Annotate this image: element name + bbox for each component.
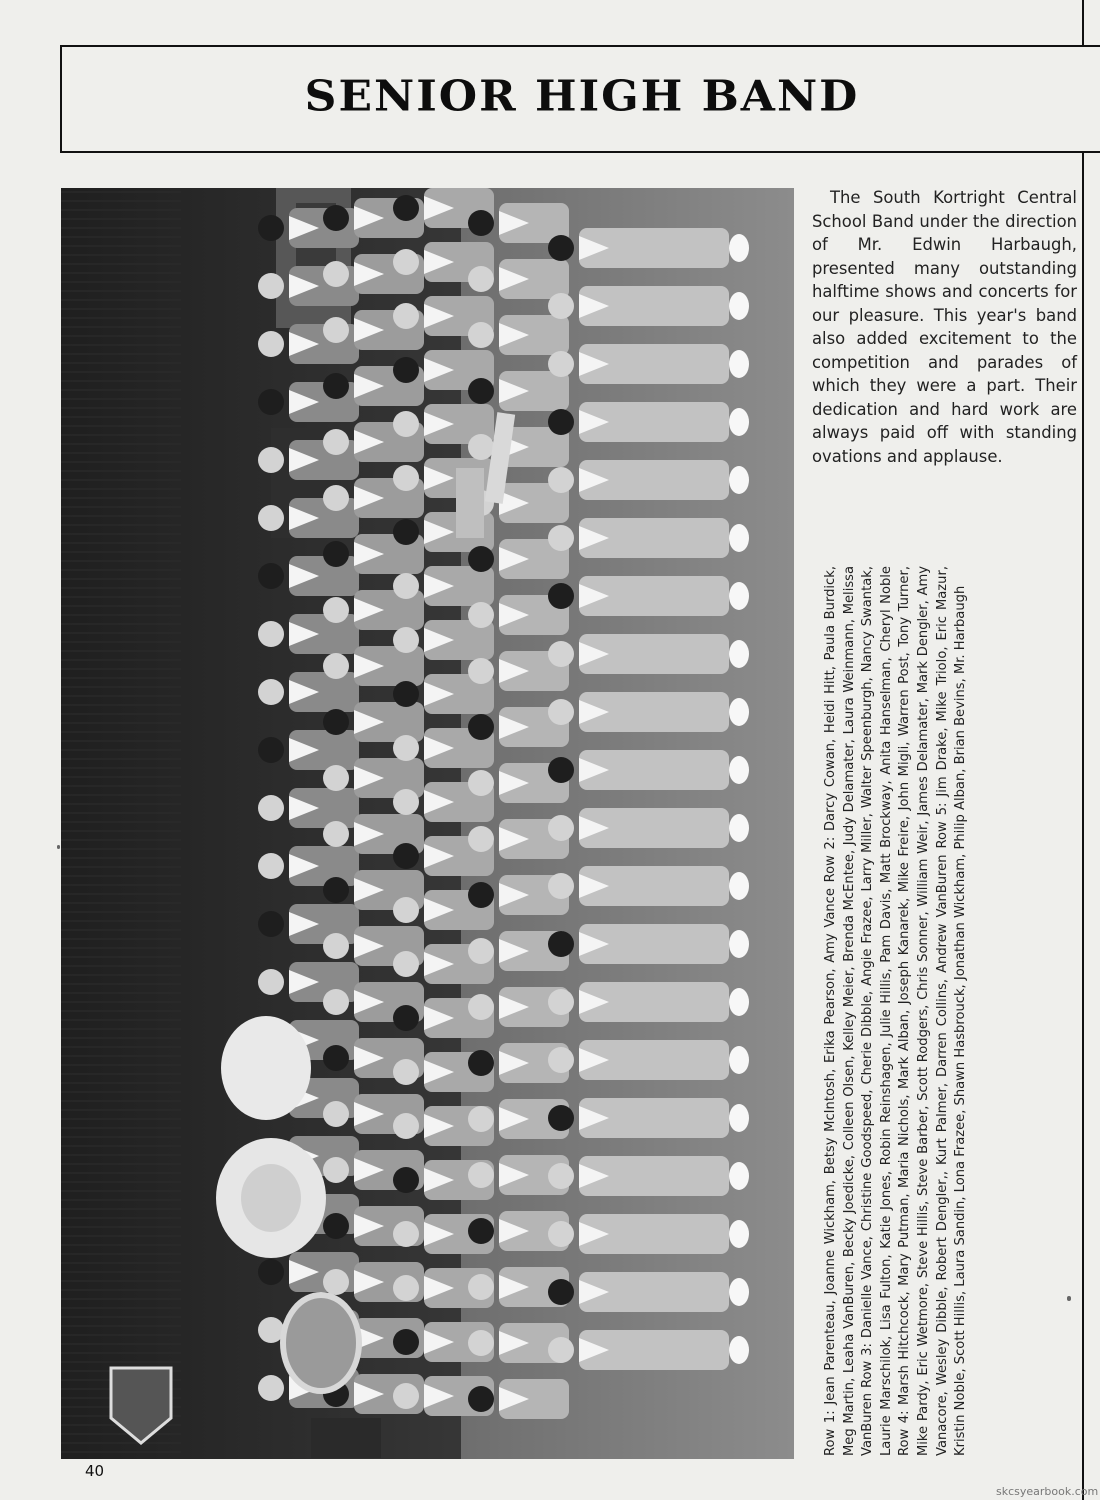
band-member-head bbox=[393, 789, 419, 815]
band-member-head bbox=[548, 1221, 574, 1247]
band-member-head bbox=[548, 1337, 574, 1363]
band-member-shoe bbox=[729, 1278, 749, 1306]
band-member-head bbox=[468, 266, 494, 292]
band-member-head bbox=[393, 1275, 419, 1301]
band-member-head bbox=[258, 679, 284, 705]
band-member-head bbox=[258, 1375, 284, 1401]
band-member-head bbox=[468, 938, 494, 964]
band-member-head bbox=[468, 210, 494, 236]
band-member-head bbox=[468, 1330, 494, 1356]
band-member-head bbox=[468, 658, 494, 684]
band-member-head bbox=[393, 357, 419, 383]
band-member-head bbox=[468, 1274, 494, 1300]
band-member-head bbox=[323, 261, 349, 287]
band-member-head bbox=[548, 293, 574, 319]
band-member-head bbox=[393, 627, 419, 653]
band-member-head bbox=[468, 602, 494, 628]
band-member-head bbox=[548, 931, 574, 957]
band-member-shoe bbox=[729, 1220, 749, 1248]
band-member-shoe bbox=[729, 988, 749, 1016]
band-member-head bbox=[393, 519, 419, 545]
band-member-head bbox=[468, 1218, 494, 1244]
band-member-head bbox=[323, 205, 349, 231]
caption-rotator bbox=[822, 566, 992, 1456]
band-member-head bbox=[468, 378, 494, 404]
band-member-head bbox=[258, 505, 284, 531]
page-title: SENIOR HIGH BAND bbox=[304, 72, 860, 121]
photo-caption: Row 1: Jean Parenteau, Joanne Wickham, Betsy McIntosh, Erika Pearson, Amy Vance Row 2: Darcy Cowan, Heidi Hitt, Paula Burdick, Meg Martin, Leaha VanBuren, Becky Joedicke, Colleen Olsen, Kelley Meier, Brenda McEntee, Judy Delamater, Laura Weinmann, Melissa VanBuren Row 3: Danielle Vance, Christine Goodspeed, Cherie Dibble, Angie Frazee, Larry Miller, Walter Speenburgh, Nancy Swantak, Laurie Marschilok, Lisa Fulton, Katie Jones, Robin Reinshagen, Julie Hillis, Pam Davis, Matt Brockway, Anita Hanselman, Cheryl Noble Row 4: Marsh Hitchcock, Mary Putman, Maria Nichols, Mark Alban, Joseph Kanarek, Mike Freire, John Migli, Warren Post, Tony Turner, Mike Pardy, Eric Wetmore, Steve Hillis, Steve Barber, Scott Rodgers, Chris Sonner, William Weir, James Delamater, Mark Dengler, Amy Vanacore, Wesley Dibble, Robert Dengler,, Kurt Palmer, Darren Collins, Andrew VanBuren Row 5: Jim Drake, Mike Triolo, Eric Mazur, Kristin Noble, Scott Hillis, Laura Sandin, Lona Frazee, Shawn Hasbrouck, Jonathan Wickham, Philip Alban, Brian Bevins, Mr. Harbaugh bbox=[823, 566, 969, 1456]
band-member-head bbox=[323, 989, 349, 1015]
band-member-head bbox=[468, 434, 494, 460]
band-member-shoe bbox=[729, 1162, 749, 1190]
band-group-photo bbox=[61, 188, 794, 1459]
page-top-rule bbox=[1082, 0, 1084, 45]
band-member-head bbox=[393, 411, 419, 437]
band-member-head bbox=[393, 1329, 419, 1355]
band-member-head bbox=[323, 485, 349, 511]
band-member-shoe bbox=[729, 1046, 749, 1074]
band-member-head bbox=[548, 873, 574, 899]
band-member-head bbox=[258, 447, 284, 473]
band-member-head bbox=[258, 273, 284, 299]
band-member-head bbox=[548, 1047, 574, 1073]
band-member-head bbox=[548, 409, 574, 435]
band-member-head bbox=[393, 1005, 419, 1031]
band-member-head bbox=[468, 826, 494, 852]
band-member-head bbox=[323, 541, 349, 567]
band-member-head bbox=[323, 597, 349, 623]
band-member-shoe bbox=[729, 930, 749, 958]
band-member-head bbox=[468, 1106, 494, 1132]
band-description: The South Kortright Central School Band under the direction of Mr. Edwin Harbaugh, presented many outstanding halftime shows and concerts for our pleasure. This year's band also added excitement to the competition and parades of which they were a part. Their dedication and hard work are always paid off with standing ovations and applause. bbox=[812, 188, 1077, 466]
band-member-head bbox=[323, 1213, 349, 1239]
band-member-head bbox=[323, 429, 349, 455]
band-member-head bbox=[323, 877, 349, 903]
band-member-head bbox=[468, 994, 494, 1020]
band-member-head bbox=[548, 525, 574, 551]
band-member-head bbox=[468, 770, 494, 796]
page-speck bbox=[1067, 1296, 1071, 1301]
band-member-head bbox=[393, 951, 419, 977]
band-member-head bbox=[393, 681, 419, 707]
band-member-head bbox=[393, 843, 419, 869]
band-member-head bbox=[393, 303, 419, 329]
band-member-head bbox=[323, 821, 349, 847]
band-member-head bbox=[548, 641, 574, 667]
band-member-head bbox=[258, 1317, 284, 1343]
band-member-head bbox=[258, 215, 284, 241]
band-member-head bbox=[323, 373, 349, 399]
band-member-head bbox=[323, 1157, 349, 1183]
band-member-shoe bbox=[729, 292, 749, 320]
band-member-head bbox=[548, 235, 574, 261]
band-member-head bbox=[393, 573, 419, 599]
band-member-shoe bbox=[729, 872, 749, 900]
band-member-head bbox=[548, 1163, 574, 1189]
page-number: 40 bbox=[85, 1462, 105, 1480]
band-member-head bbox=[468, 546, 494, 572]
band-member-head bbox=[548, 351, 574, 377]
band-member-head bbox=[323, 933, 349, 959]
band-member-shoe bbox=[729, 1104, 749, 1132]
band-member-shoe bbox=[729, 524, 749, 552]
band-member-head bbox=[548, 1279, 574, 1305]
page-right-rule bbox=[1082, 153, 1084, 1500]
band-member-head bbox=[393, 195, 419, 221]
band-member-head bbox=[548, 989, 574, 1015]
band-member-shoe bbox=[729, 1336, 749, 1364]
band-member-shoe bbox=[729, 234, 749, 262]
band-member-head bbox=[393, 465, 419, 491]
band-member-shoe bbox=[729, 582, 749, 610]
title-box bbox=[60, 45, 1100, 153]
band-member-head bbox=[468, 714, 494, 740]
band-member-head bbox=[468, 882, 494, 908]
band-member-head bbox=[323, 653, 349, 679]
band-member-head bbox=[258, 853, 284, 879]
band-member-head bbox=[548, 815, 574, 841]
band-member-shoe bbox=[729, 640, 749, 668]
band-member-head bbox=[393, 1167, 419, 1193]
band-member-head bbox=[258, 969, 284, 995]
band-member-head bbox=[258, 389, 284, 415]
band-member-shoe bbox=[729, 814, 749, 842]
band-member-head bbox=[393, 1113, 419, 1139]
band-member-shoe bbox=[729, 698, 749, 726]
band-member-head bbox=[393, 1383, 419, 1409]
band-member-head bbox=[548, 583, 574, 609]
band-member-head bbox=[323, 317, 349, 343]
band-member-head bbox=[548, 1105, 574, 1131]
band-member-head bbox=[548, 757, 574, 783]
band-member-head bbox=[393, 1221, 419, 1247]
band-member-head bbox=[468, 1050, 494, 1076]
band-member-head bbox=[258, 795, 284, 821]
watermark: skcsyearbook.com bbox=[996, 1485, 1099, 1498]
band-member-head bbox=[323, 765, 349, 791]
band-member-head bbox=[548, 467, 574, 493]
band-member-head bbox=[468, 1386, 494, 1412]
band-member-head bbox=[323, 1101, 349, 1127]
band-member-head bbox=[258, 621, 284, 647]
band-member-head bbox=[323, 1269, 349, 1295]
band-member-head bbox=[393, 249, 419, 275]
band-member-head bbox=[468, 1162, 494, 1188]
band-member-head bbox=[323, 709, 349, 735]
band-member-head bbox=[393, 897, 419, 923]
band-member-shoe bbox=[729, 408, 749, 436]
band-member-shoe bbox=[729, 756, 749, 784]
band-member-head bbox=[258, 911, 284, 937]
band-member-head bbox=[258, 331, 284, 357]
band-member-head bbox=[258, 563, 284, 589]
band-member-head bbox=[258, 737, 284, 763]
band-member-head bbox=[468, 322, 494, 348]
band-member-head bbox=[548, 699, 574, 725]
band-member-head bbox=[393, 1059, 419, 1085]
page-speck bbox=[57, 845, 60, 849]
band-member-shoe bbox=[729, 350, 749, 378]
band-member-head bbox=[323, 1045, 349, 1071]
band-photo-image bbox=[61, 188, 794, 1459]
band-member-head bbox=[393, 735, 419, 761]
band-member-head bbox=[258, 1259, 284, 1285]
band-member-shoe bbox=[729, 466, 749, 494]
